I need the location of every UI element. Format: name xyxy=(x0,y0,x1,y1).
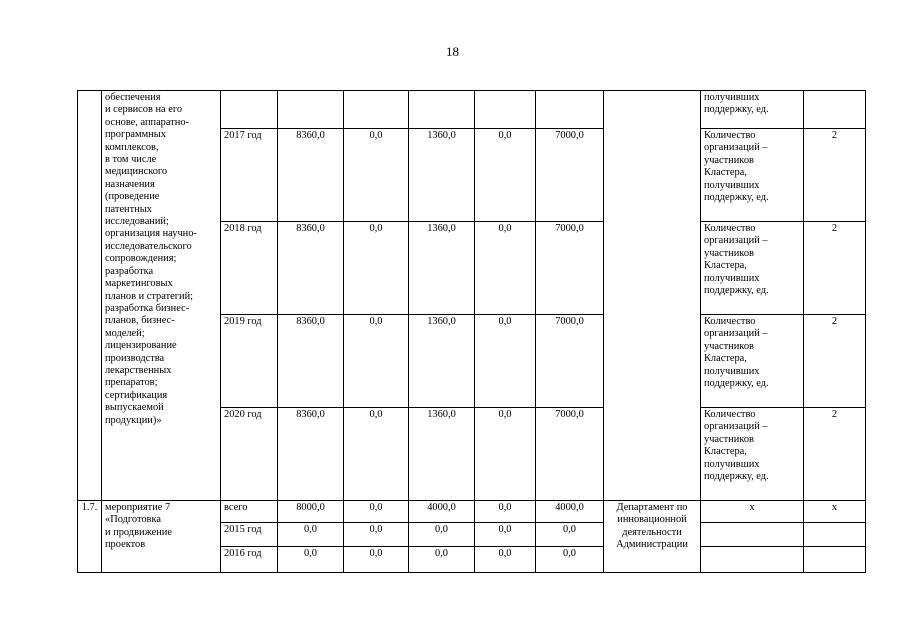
amount-cell: 0,0 xyxy=(344,501,409,523)
indicator-value: х xyxy=(804,501,866,523)
table-row xyxy=(78,91,866,129)
amount-cell: 0,0 xyxy=(475,547,536,573)
year-cell: 2015 год xyxy=(221,523,278,547)
executor-cell: Департамент по инновационной деятельности Администрации xyxy=(604,501,701,573)
amount-cell: 0,0 xyxy=(475,129,536,222)
indicator-value xyxy=(804,523,866,547)
amount-cell: 0,0 xyxy=(409,547,475,573)
amount-cell: 0,0 xyxy=(344,547,409,573)
indicator-name: Количество организаций – участников Кластера, получивших поддержку, ед. xyxy=(701,408,804,501)
program-table xyxy=(77,90,866,573)
page-number: 18 xyxy=(446,44,459,59)
indicator-value xyxy=(804,91,866,129)
indicator-name xyxy=(701,547,804,573)
indicator-value: 2 xyxy=(804,129,866,222)
amount-cell: 7000,0 xyxy=(536,408,604,501)
amount-cell: 0,0 xyxy=(344,129,409,222)
indicator-name: Количество организаций – участников Кластера, получивших поддержку, ед. xyxy=(701,315,804,408)
amount-cell: 0,0 xyxy=(475,222,536,315)
amount-cell: 1360,0 xyxy=(409,222,475,315)
indicator-name xyxy=(701,523,804,547)
table-row xyxy=(78,501,866,523)
item-number-cell xyxy=(78,91,102,501)
indicator-value: 2 xyxy=(804,408,866,501)
indicator-name: х xyxy=(701,501,804,523)
indicator-name: Количество организаций – участников Кластера, получивших поддержку, ед. xyxy=(701,222,804,315)
total-cell: 8360,0 xyxy=(278,408,344,501)
amount-cell: 1360,0 xyxy=(409,129,475,222)
total-cell: 8000,0 xyxy=(278,501,344,523)
amount-cell: 0,0 xyxy=(475,408,536,501)
amount-cell: 1360,0 xyxy=(409,408,475,501)
activity-description: обеспечения и сервисов на его основе, аппаратно- программных комплексов, в том числе медицинского назначения (проведение патентных исследований; организация научно- исследовательского сопровождения; разработка маркетинговых планов и стратегий; разработка бизнес- планов, бизнес- моделей; лицензирование производства лекарственных препаратов; сертификация выпускаемой продукции)» xyxy=(102,91,221,501)
indicator-value: 2 xyxy=(804,315,866,408)
amount-cell: 7000,0 xyxy=(536,222,604,315)
amount-cell: 4000,0 xyxy=(409,501,475,523)
amount-cell: 0,0 xyxy=(475,523,536,547)
amount-cell: 0,0 xyxy=(536,547,604,573)
amount-cell: 4000,0 xyxy=(536,501,604,523)
amount-cell: 0,0 xyxy=(344,222,409,315)
total-cell: 8360,0 xyxy=(278,315,344,408)
year-cell: 2019 год xyxy=(221,315,278,408)
total-cell: 0,0 xyxy=(278,523,344,547)
total-cell: 0,0 xyxy=(278,547,344,573)
year-cell: 2016 год xyxy=(221,547,278,573)
amount-cell: 7000,0 xyxy=(536,129,604,222)
amount-cell: 0,0 xyxy=(344,523,409,547)
amount-cell: 0,0 xyxy=(344,315,409,408)
indicator-name: Количество организаций – участников Кластера, получивших поддержку, ед. xyxy=(701,129,804,222)
year-cell: 2020 год xyxy=(221,408,278,501)
indicator-value: 2 xyxy=(804,222,866,315)
item-number: 1.7. xyxy=(78,501,102,573)
amount-cell: 0,0 xyxy=(344,408,409,501)
amount-cell: 0,0 xyxy=(536,523,604,547)
activity-description: мероприятие 7 «Подготовка и продвижение проектов xyxy=(102,501,221,573)
amount-cell: 0,0 xyxy=(475,315,536,408)
year-cell: 2017 год xyxy=(221,129,278,222)
indicator-value xyxy=(804,547,866,573)
year-cell: 2018 год xyxy=(221,222,278,315)
total-cell: 8360,0 xyxy=(278,129,344,222)
amount-cell: 1360,0 xyxy=(409,315,475,408)
indicator-name: получивших поддержку, ед. xyxy=(701,91,804,129)
executor-cell xyxy=(604,91,701,501)
year-cell: всего xyxy=(221,501,278,523)
amount-cell: 0,0 xyxy=(409,523,475,547)
amount-cell: 7000,0 xyxy=(536,315,604,408)
amount-cell: 0,0 xyxy=(475,501,536,523)
total-cell: 8360,0 xyxy=(278,222,344,315)
